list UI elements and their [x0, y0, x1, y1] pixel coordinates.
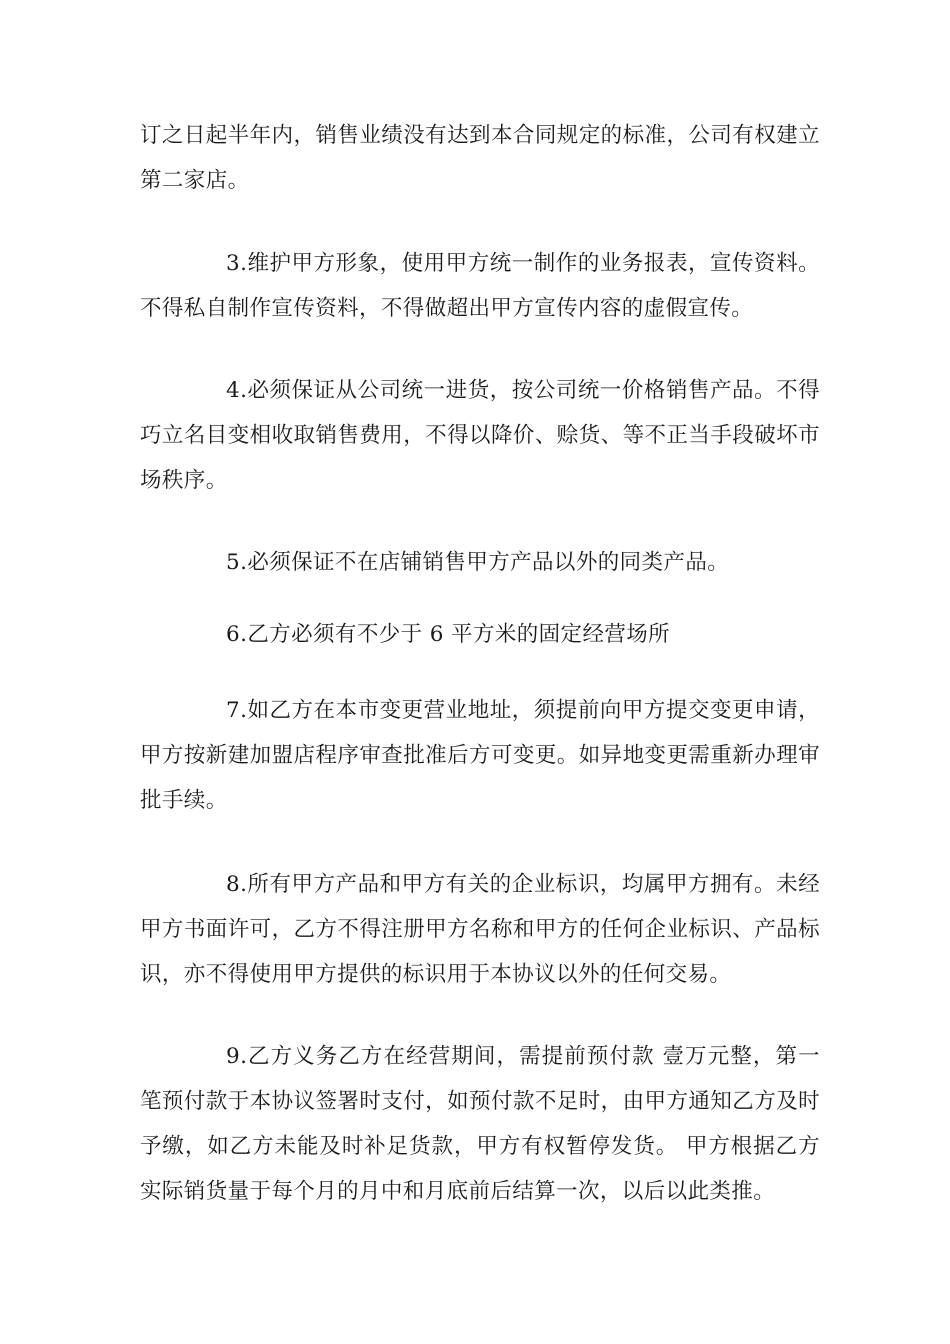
clause-5-paragraph: 5.必须保证不在店铺销售甲方产品以外的同类产品。 [226, 550, 730, 575]
clause-6-paragraph: 6.乙方必须有不少于 6 平方米的固定经营场所 [226, 622, 671, 647]
clause-7-paragraph: 7.如乙方在本市变更营业地址，须提前向甲方提交变更申请，甲方按新建加盟店程序审查批准后方可变更。如异地变更需重新办理审批手续。 [140, 698, 820, 813]
clause-8-paragraph: 8.所有甲方产品和甲方有关的企业标识，均属甲方拥有。未经甲方书面许可，乙方不得注册甲方名称和甲方的任何企业标识、产品标识，亦不得使用甲方提供的标识用于本协议以外的任何交易。 [140, 872, 820, 987]
clause-9-paragraph: 9.乙方义务乙方在经营期间，需提前预付款 壹万元整，第一笔预付款于本协议签署时支付，如预付款不足时，由甲方通知乙方及时予缴，如乙方未能及时补足货款，甲方有权暂停发货。 甲方根据乙方实际销货量于每个月的月中和月底前后结算一次，以后以此类推。 [140, 1044, 820, 1204]
clause-4-paragraph: 4.必须保证从公司统一进货，按公司统一价格销售产品。不得巧立名目变相收取销售费用，不得以降价、赊货、等不正当手段破坏市场秩序。 [140, 378, 820, 493]
paragraph-continuation: 订之日起半年内，销售业绩没有达到本合同规定的标准，公司有权建立第二家店。 [140, 123, 820, 193]
clause-3-paragraph: 3.维护甲方形象，使用甲方统一制作的业务报表，宣传资料。不得私自制作宣传资料，不得做超出甲方宣传内容的虚假宣传。 [140, 251, 820, 321]
